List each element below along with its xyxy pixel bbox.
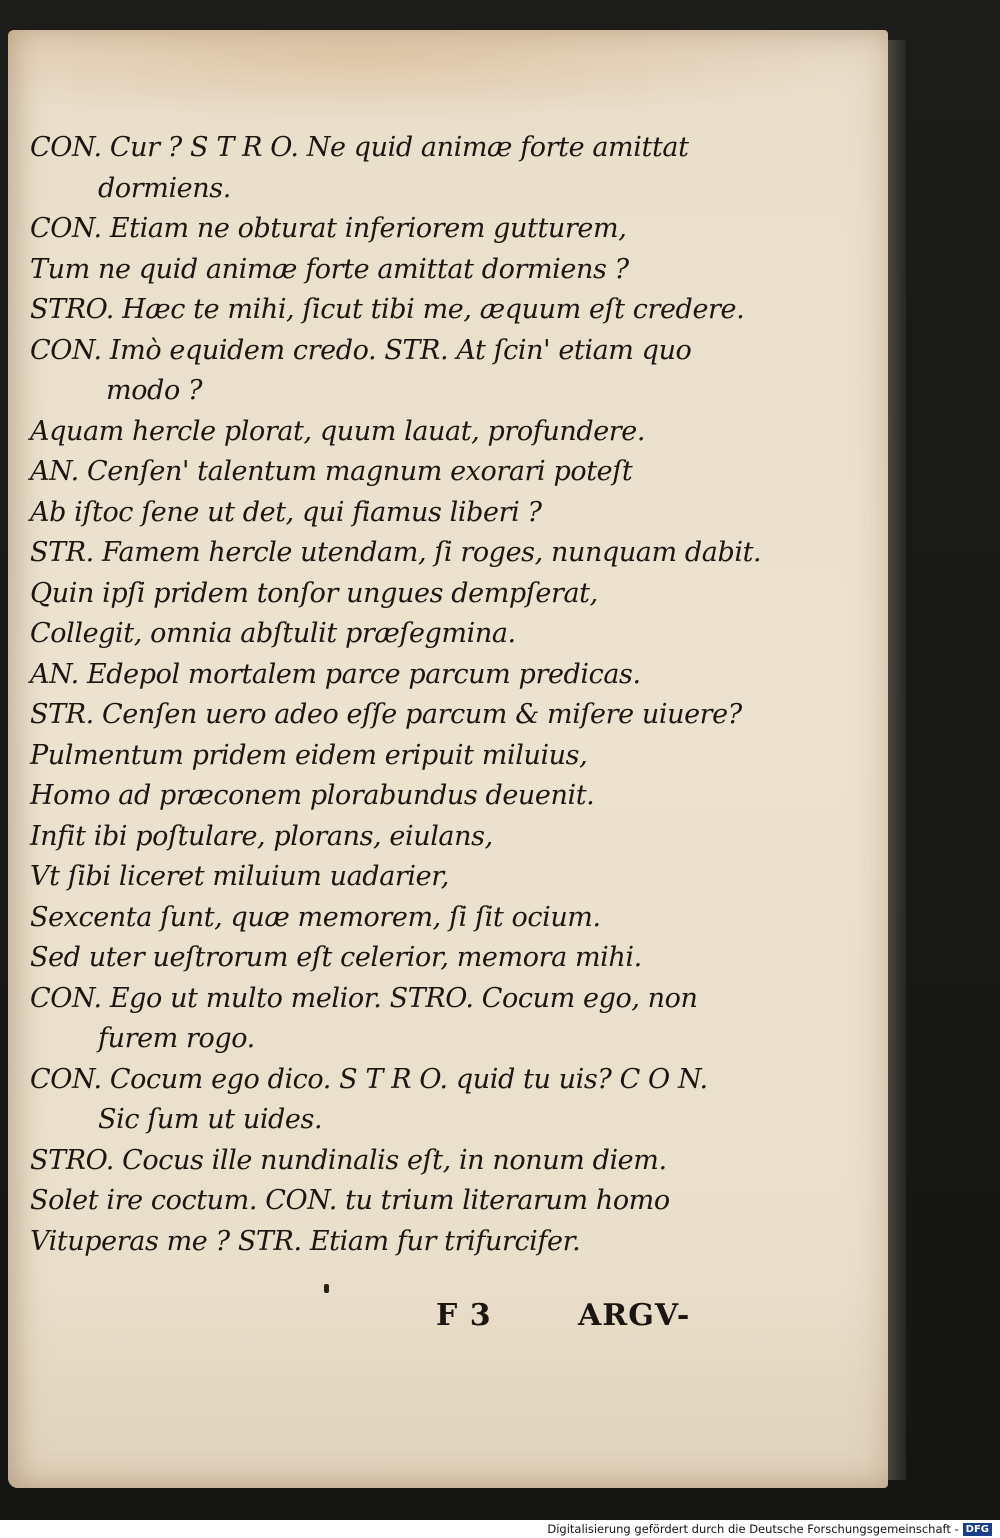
text-line: modo ? bbox=[106, 375, 203, 406]
text-line: Vituperas me ? STR. Etiam fur trifurcifer. bbox=[30, 1225, 581, 1257]
text-line: STRO. Cocus ille nundinalis eſt, in nonum diem. bbox=[30, 1144, 667, 1176]
text-line: Aquam hercle plorat, quum lauat, profundere. bbox=[30, 415, 646, 447]
text-line: Sexcenta ſunt, quæ memorem, ſi ſit ocium. bbox=[30, 901, 601, 933]
text-line: Pulmentum pridem eidem eripuit miluius, bbox=[30, 739, 588, 771]
text-line: STRO. Hæc te mihi, ſicut tibi me, æquum eſt credere. bbox=[30, 294, 745, 325]
text-line: Sed uter ueſtrorum eſt celerior, memora mihi. bbox=[30, 942, 642, 973]
text-line: Sic ſum ut uides. bbox=[98, 1104, 323, 1135]
text-line: furem rogo. bbox=[98, 1023, 255, 1054]
text-line: Collegit, omnia abſtulit præſegmina. bbox=[30, 618, 516, 649]
text-line: CON. Imò equidem credo. STR. At ſcin' etiam quo bbox=[30, 334, 692, 366]
catchword: ARGV- bbox=[578, 1298, 691, 1333]
text-line: Tum ne quid animæ forte amittat dormiens ? bbox=[30, 253, 629, 285]
text-line: AN. Cenſen' talentum magnum exorari poteſt bbox=[30, 456, 633, 487]
ink-dot bbox=[324, 1284, 329, 1293]
text-line: dormiens. bbox=[98, 172, 231, 204]
text-line: Infit ibi poſtulare, plorans, eiulans, bbox=[30, 820, 493, 852]
dfg-logo-icon: DFG bbox=[963, 1523, 992, 1536]
text-line: Vt ſibi liceret miluium uadarier, bbox=[30, 861, 449, 892]
text-block bbox=[30, 128, 762, 1262]
footer-credit bbox=[547, 1521, 992, 1537]
text-line: Solet ire coctum. CON. tu trium literarum homo bbox=[30, 1185, 670, 1216]
text-line: CON. Cocum ego dico. S T R O. quid tu uis? C O N. bbox=[30, 1063, 708, 1095]
text-line: STR. Famem hercle utendam, ſi roges, nunquam dabit. bbox=[30, 537, 762, 568]
footer-credit-text: Digitalisierung gefördert durch die Deutsche Forschungsgemeinschaft - bbox=[547, 1522, 959, 1536]
signature-mark: F 3 bbox=[436, 1298, 492, 1333]
text-line: CON. Ego ut multo melior. STRO. Cocum ego, non bbox=[30, 982, 698, 1014]
text-line: Quin ipſi pridem tonſor ungues dempſerat, bbox=[30, 577, 598, 609]
text-line: Ab iſtoc ſene ut det, qui fiamus liberi ? bbox=[30, 496, 542, 528]
text-line: CON. Etiam ne obturat inferiorem gutturem, bbox=[30, 213, 627, 244]
paper-stain bbox=[8, 30, 888, 120]
text-line: Homo ad præconem plorabundus deuenit. bbox=[30, 780, 595, 811]
text-line: CON. Cur ? S T R O. Ne quid animæ forte amittat bbox=[30, 132, 689, 163]
text-line: AN. Edepol mortalem parce parcum predicas. bbox=[30, 658, 641, 690]
text-line: STR. Cenſen uero adeo eſſe parcum & miſere uiuere? bbox=[30, 699, 742, 730]
